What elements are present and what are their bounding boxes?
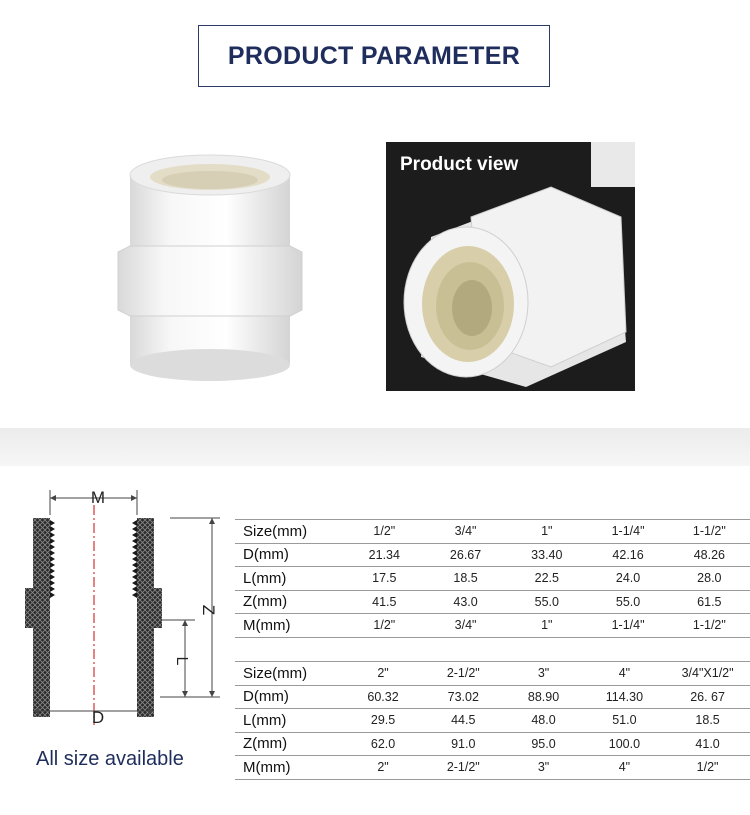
- table-cell: 1-1/4": [587, 614, 668, 638]
- table-cell: 100.0: [584, 732, 666, 756]
- table-cell: 1-1/4": [587, 520, 668, 544]
- row-label: L(mm): [235, 567, 344, 591]
- table-cell: 1/2": [344, 614, 425, 638]
- table-cell: 1": [506, 614, 587, 638]
- table-row: [235, 543, 750, 567]
- table-cell: 1-1/2": [669, 614, 750, 638]
- table-cell: 2-1/2": [423, 662, 503, 686]
- table-cell: 3/4"X1/2": [665, 662, 750, 686]
- table-cell: 3": [503, 662, 583, 686]
- table-cell: 26. 67: [665, 685, 750, 709]
- product-view-label: Product view: [400, 154, 519, 175]
- table-row: [235, 709, 750, 733]
- table-cell: 48.0: [503, 709, 583, 733]
- table-cell: 44.5: [423, 709, 503, 733]
- table-cell: 17.5: [344, 567, 425, 591]
- row-label: Size(mm): [235, 520, 344, 544]
- row-label: D(mm): [235, 543, 344, 567]
- table-cell: 91.0: [423, 732, 503, 756]
- table-cell: 22.5: [506, 567, 587, 591]
- table-cell: 41.0: [665, 732, 750, 756]
- table-cell: 88.90: [503, 685, 583, 709]
- table-row: [235, 590, 750, 614]
- table-cell: 18.5: [425, 567, 506, 591]
- table-cell: 29.5: [343, 709, 423, 733]
- table-cell: 43.0: [425, 590, 506, 614]
- table-cell: 3/4": [425, 520, 506, 544]
- table-cell: 51.0: [584, 709, 666, 733]
- row-label: D(mm): [235, 685, 343, 709]
- label-l: L: [173, 656, 190, 666]
- table-cell: 48.26: [669, 543, 750, 567]
- row-label: L(mm): [235, 709, 343, 733]
- table-cell: 2-1/2": [423, 756, 503, 780]
- title-box: [198, 25, 550, 87]
- table-row: [235, 732, 750, 756]
- all-size-caption: All size available: [36, 748, 184, 770]
- table-cell: 41.5: [344, 590, 425, 614]
- table-row: [235, 685, 750, 709]
- label-m: M: [90, 488, 106, 507]
- section-divider: [0, 428, 750, 466]
- label-z: Z: [199, 604, 218, 616]
- table-cell: 1-1/2": [669, 520, 750, 544]
- dimension-diagram: [20, 485, 225, 730]
- table-cell: 60.32: [343, 685, 423, 709]
- table-cell: 73.02: [423, 685, 503, 709]
- table-cell: 1/2": [665, 756, 750, 780]
- table-cell: 1/2": [344, 520, 425, 544]
- table-cell: 4": [584, 662, 666, 686]
- table-cell: 1": [506, 520, 587, 544]
- label-d: D: [91, 708, 105, 727]
- row-label: Z(mm): [235, 732, 343, 756]
- table-cell: 61.5: [669, 590, 750, 614]
- table-cell: 18.5: [665, 709, 750, 733]
- table-cell: 42.16: [587, 543, 668, 567]
- table-row: [235, 520, 750, 544]
- table-cell: 21.34: [344, 543, 425, 567]
- table-cell: 114.30: [584, 685, 666, 709]
- table-cell: 3/4": [425, 614, 506, 638]
- table-cell: 4": [584, 756, 666, 780]
- table-cell: 55.0: [506, 590, 587, 614]
- table-cell: 28.0: [669, 567, 750, 591]
- table-row: [235, 567, 750, 591]
- product-view-photo: [386, 142, 635, 391]
- row-label: M(mm): [235, 756, 343, 780]
- table-cell: 3": [503, 756, 583, 780]
- spec-table-2: [235, 661, 750, 780]
- table-cell: 33.40: [506, 543, 587, 567]
- table-cell: 62.0: [343, 732, 423, 756]
- row-label: M(mm): [235, 614, 344, 638]
- product-photo-side: [110, 140, 310, 390]
- table-row: [235, 662, 750, 686]
- product-view-image: [386, 142, 635, 391]
- table-cell: 2": [343, 662, 423, 686]
- row-label: Z(mm): [235, 590, 344, 614]
- table-cell: 2": [343, 756, 423, 780]
- table-row: [235, 756, 750, 780]
- table-cell: 55.0: [587, 590, 668, 614]
- page-title: PRODUCT PARAMETER: [227, 41, 521, 70]
- row-label: Size(mm): [235, 662, 343, 686]
- table-row: [235, 614, 750, 638]
- spec-table-1: [235, 519, 750, 638]
- table-cell: 24.0: [587, 567, 668, 591]
- table-cell: 95.0: [503, 732, 583, 756]
- table-cell: 26.67: [425, 543, 506, 567]
